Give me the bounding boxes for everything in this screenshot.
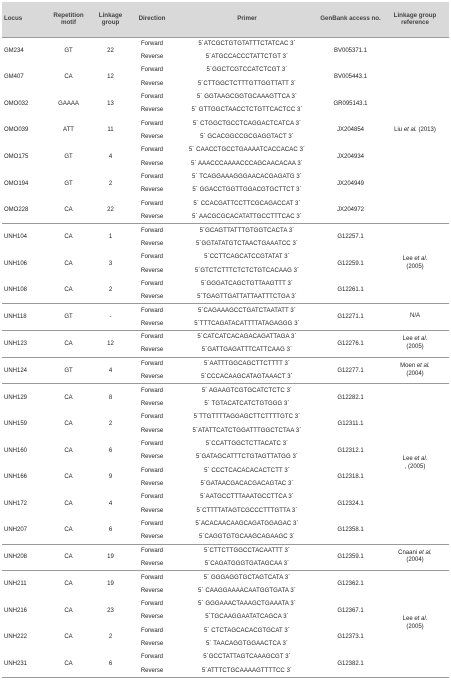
direction-cell: Forward	[140, 174, 163, 181]
direction-cell: Forward	[140, 334, 163, 341]
motif-cell: CA	[64, 634, 73, 641]
primer-reverse-cell: 5´CCCACAAGCATAGTAAACT 3´	[174, 371, 320, 384]
primer-reverse-cell: 5´GGTATATGTCTAACTGAAATCC 3´	[195, 240, 299, 247]
motif-cell: GT	[46, 357, 91, 384]
direction-cell: Reverse	[130, 210, 174, 223]
direction-cell: Forward	[140, 200, 163, 207]
direction-cell: Forward	[140, 547, 163, 554]
reference-text-part: Lee	[402, 256, 415, 263]
primer-forward-cell: 5´ TCAGGAAAGGGAACACGAGATG 3´	[192, 174, 302, 181]
linkage-group-cell: 1	[108, 234, 113, 241]
table-row	[2, 37, 449, 50]
primer-reverse-cell: 5´ AACGCGCACATATTGCCTTTCAC 3´	[174, 210, 320, 223]
genbank-cell: BV005371.1	[333, 47, 368, 54]
reference-text-part: et al.	[414, 616, 428, 623]
direction-cell: Forward	[140, 601, 163, 608]
locus-cell: UNH160	[4, 447, 28, 454]
direction-cell: Reverse	[140, 641, 164, 648]
linkage-group-cell: 2	[108, 420, 113, 427]
direction-cell: Reverse	[140, 107, 164, 114]
direction-cell: Forward	[140, 494, 163, 501]
direction-cell: Reverse	[140, 134, 164, 141]
column-header-linkage-group: Linkage group	[91, 2, 130, 37]
linkage-group-cell: 4	[108, 501, 113, 508]
locus-cell: UNH207	[2, 517, 46, 544]
primer-forward-cell: 5´GCAGTTATTTGTGGTCACTA 3´	[199, 227, 295, 234]
primer-forward-cell: 5´ GGTAAGCGGTGCAAAGTTCA 3´	[196, 94, 298, 101]
linkage-group-cell: 2	[108, 634, 113, 641]
genbank-cell: JX204854	[336, 127, 365, 134]
motif-cell: CA	[64, 447, 73, 454]
header-row	[2, 2, 449, 37]
primer-forward-cell: 5´GGCTCGTCCATCTCGT 3´	[206, 67, 288, 74]
linkage-group-cell: 22	[107, 47, 114, 54]
column-header-genbank: GenBank access no.	[320, 2, 381, 37]
primer-forward-cell: 5´ACACAACAAGCAGATGGAGAC 3´	[195, 521, 299, 528]
primer-reverse-cell: 5´CTTTTATAGTCGCCCTTTGTTA 3´	[196, 507, 298, 514]
direction-cell: Forward	[140, 414, 163, 421]
linkage-group-cell: 6	[91, 517, 130, 544]
table-row	[2, 304, 449, 317]
direction-cell: Forward	[140, 120, 163, 127]
motif-cell: CA	[46, 331, 91, 358]
reference-text-part: (2004)	[406, 370, 424, 377]
primer-forward-cell: 5´AATGCCTTTAAATGCCTTCA 3´	[200, 494, 294, 501]
motif-cell: CA	[46, 517, 91, 544]
linkage-group-cell: 6	[108, 447, 113, 454]
linkage-group-cell: 2	[108, 180, 113, 187]
genbank-cell: G12277.1	[320, 357, 381, 384]
direction-cell: Forward	[140, 467, 163, 474]
linkage-group-cell: 2	[91, 277, 130, 304]
direction-cell: Forward	[140, 94, 163, 101]
reference-text-part: N/A	[409, 313, 420, 320]
locus-cell: UNH106	[4, 260, 28, 267]
linkage-group-cell: 8	[108, 394, 113, 401]
primer-reverse-cell: 5´ATTTCTGCAAAAGTTTTCC 3´	[174, 664, 320, 677]
genbank-cell: G12359.1	[320, 544, 381, 571]
locus-cell: OMO032	[4, 100, 29, 107]
locus-cell: GM407	[4, 74, 24, 81]
reference-cell	[381, 357, 449, 384]
reference-cell	[381, 571, 449, 678]
primer-forward-cell: 5´ CAACCTGCCTGAAAATCACCACAC 3´	[188, 147, 306, 154]
primer-forward-cell: 5´CTTCTTGGCCTACAATTT 3´	[204, 547, 290, 554]
primer-reverse-cell: 5´GATTGAGATTTCATTCAAG 3´	[174, 344, 320, 357]
direction-cell: Reverse	[140, 80, 164, 87]
locus-cell: UNH172	[4, 501, 28, 508]
direction-cell: Reverse	[130, 317, 174, 330]
direction-cell: Reverse	[140, 481, 164, 488]
motif-cell: CA	[46, 277, 91, 304]
reference-text-part: Lee	[402, 616, 415, 623]
primer-reverse-cell: 5´TGCAAGGAATATCAGCA 3´	[205, 614, 289, 621]
genbank-cell: G12312.1	[337, 447, 364, 454]
linkage-group-cell: 12	[107, 74, 114, 81]
genbank-cell: G12282.1	[337, 394, 364, 401]
locus-cell: UNH124	[2, 357, 46, 384]
primer-forward-cell: 5´ CCACGATTCCTTCGCAGACCAT 3´	[193, 200, 301, 207]
primer-reverse-cell: 5´ TGTACATCATCTGTGGG 3´	[204, 400, 290, 407]
direction-cell: Reverse	[140, 614, 164, 621]
primer-reverse-cell: 5´GTCTCTTTCTCTCTGTCACAAG 3´	[194, 267, 300, 274]
table-row	[2, 357, 449, 370]
direction-cell: Reverse	[130, 531, 174, 544]
direction-cell: Forward	[140, 40, 163, 47]
reference-text-part: et al.	[418, 549, 432, 556]
locus-cell: OMO228	[2, 197, 46, 224]
primer-reverse-cell: 5´ATATTCATCTGGATTTGGCTCTAA 3´	[192, 427, 302, 434]
genbank-cell: JX204949	[336, 180, 365, 187]
genbank-cell: G12324.1	[337, 501, 364, 508]
primer-reverse-cell: 5´ CAAGGAAAACAATGGTGATA 3´	[198, 587, 296, 594]
direction-cell: Forward	[140, 440, 163, 447]
direction-cell: Reverse	[130, 557, 174, 570]
reference-text-part: (2004)	[406, 557, 424, 564]
motif-cell: CA	[46, 544, 91, 571]
linkage-group-cell: 4	[91, 357, 130, 384]
primer-forward-cell: 5´ CTGGCTGCCTCAGGACTCATCA 3´	[192, 120, 302, 127]
primer-forward-cell: 5´GGGATCAGCTGTTAAGTTT 3´	[200, 280, 294, 287]
locus-cell: UNH129	[4, 394, 28, 401]
reference-text-part: et al.	[403, 126, 417, 133]
locus-cell: UNH211	[4, 581, 27, 588]
linkage-group-cell: 11	[107, 127, 114, 134]
genbank-cell: JX204934	[336, 154, 365, 161]
primer-forward-cell: 5´ AGAAGTCGTGCATCTCTC 3´	[201, 387, 293, 394]
motif-cell: CA	[64, 234, 73, 241]
primer-reverse-cell: 5´TTTCAGATACATTTTATAGAGGG 3´	[174, 317, 320, 330]
direction-cell: Reverse	[130, 664, 174, 677]
reference-text-part: , (2005)	[404, 464, 426, 470]
primer-forward-cell: 5´ GGGAAACTAAAGCTGAAATA 3´	[198, 601, 296, 608]
direction-cell: Forward	[140, 254, 163, 261]
primer-reverse-cell: 5´ GCACGGCCGCGAGGTACT 3´	[200, 134, 294, 141]
motif-cell: GT	[64, 154, 73, 161]
linkage-group-cell: 4	[108, 154, 113, 161]
column-header-direction: Direction	[130, 2, 174, 37]
linkage-group-cell: 19	[107, 581, 114, 588]
table-row	[2, 224, 449, 237]
primer-reverse-cell: 5´GATAACGACACGACAGTAC 3´	[200, 481, 294, 488]
linkage-group-cell: -	[91, 304, 130, 331]
direction-cell: Reverse	[140, 587, 164, 594]
linkage-group-cell: 6	[91, 651, 130, 678]
genbank-cell: JX204972	[320, 197, 381, 224]
direction-cell: Reverse	[140, 240, 164, 247]
linkage-group-cell: 22	[91, 197, 130, 224]
genbank-cell: G12367.1	[337, 607, 364, 614]
table-row	[2, 571, 449, 584]
primer-forward-cell: 5´CATCATCACAGACAGATTAGA 3´	[197, 334, 297, 341]
locus-cell: UNH166	[4, 474, 28, 481]
reference-text-part: (2005)	[406, 343, 424, 350]
primer-forward-cell: 5´ GGGAGGTGCTAGTCATA 3´	[203, 574, 291, 581]
primer-reverse-cell: 5´GATAGCATTTCTGTAGTTATGG 3´	[195, 454, 299, 461]
direction-cell: Reverse	[140, 507, 164, 514]
direction-cell: Reverse	[140, 454, 164, 461]
direction-cell: Reverse	[140, 400, 164, 407]
reference-cell	[381, 37, 449, 224]
locus-cell: OMO039	[4, 127, 29, 134]
genbank-cell: G12382.1	[320, 651, 381, 678]
reference-text-part: et al.	[414, 456, 428, 463]
motif-cell: CA	[46, 651, 91, 678]
motif-cell: CA	[64, 607, 73, 614]
motif-cell: GT	[46, 304, 91, 331]
reference-text-part: et al.	[414, 336, 428, 343]
genbank-cell: BV005443.1	[333, 74, 368, 81]
primer-reverse-cell: 5´CAGATGGGTGATAGCAA 3´	[174, 557, 320, 570]
locus-cell: UNH231	[2, 651, 46, 678]
genbank-cell: G12261.1	[320, 277, 381, 304]
table-row	[2, 544, 449, 557]
locus-cell: UNH118	[2, 304, 46, 331]
primer-forward-cell: 5´GCCTATTAGTCAAAGCGT 3´	[203, 654, 291, 661]
reference-cell	[381, 331, 449, 358]
primer-table	[2, 2, 449, 678]
direction-cell: Forward	[140, 627, 163, 634]
genbank-cell: G12311.1	[337, 420, 364, 427]
primer-reverse-cell: 5´CAGGTGTGCAAGCAGAAGC 3´	[174, 531, 320, 544]
primer-forward-cell: 5´TTGTTTTAGGAGCTTCTTTTGTC 3´	[193, 414, 301, 421]
direction-cell: Forward	[140, 307, 163, 314]
table-row	[2, 331, 449, 344]
reference-text-part: Lee	[402, 336, 415, 343]
linkage-group-cell: 13	[107, 100, 114, 107]
locus-cell: UNH208	[2, 544, 46, 571]
reference-text-part: (2005)	[406, 263, 424, 270]
motif-cell: CA	[64, 260, 73, 267]
reference-text-part: (2013)	[416, 126, 436, 133]
primer-forward-cell: 5´CAGAAAGCCTGATCTAATATT 3´	[198, 307, 296, 314]
reference-text-part: Lee	[402, 456, 415, 463]
genbank-cell: G12257.1	[337, 234, 364, 241]
linkage-group-cell: 12	[91, 331, 130, 358]
reference-cell	[381, 384, 449, 544]
locus-cell: GM234	[4, 47, 24, 54]
table-body	[2, 37, 449, 678]
locus-cell: OMO194	[4, 180, 29, 187]
motif-cell: GAAAA	[58, 100, 79, 107]
primer-reverse-cell: 5´ GTTGGCTAACCTCTGTTCACTCC 3´	[191, 107, 303, 114]
motif-cell: GT	[64, 47, 73, 54]
primer-forward-cell: 5´AATTTGGCAGCTTCTTTT 3´	[203, 361, 291, 368]
direction-cell: Reverse	[140, 160, 164, 167]
primer-forward-cell: 5´ CTCTAGCACACGTGCAT 3´	[204, 627, 290, 634]
direction-cell: Forward	[140, 361, 163, 368]
locus-cell: UNH104	[4, 234, 28, 241]
column-header-motif: Repetition motif	[46, 2, 91, 37]
primer-reverse-cell: 5´ AAACCCAAAACCCAGCAACACAA 3´	[191, 160, 303, 167]
locus-cell: OMO175	[4, 154, 29, 161]
table-row	[2, 384, 449, 397]
reference-text-part: Moen	[400, 362, 417, 369]
direction-cell: Reverse	[140, 54, 164, 61]
primer-table-sheet	[2, 2, 449, 678]
genbank-cell: G12271.1	[320, 304, 381, 331]
motif-cell: CA	[64, 501, 73, 508]
motif-cell: CA	[64, 74, 73, 81]
column-header-primer: Primer	[174, 2, 320, 37]
direction-cell: Forward	[140, 227, 163, 234]
motif-cell: ATT	[63, 127, 74, 134]
motif-cell: CA	[64, 420, 73, 427]
direction-cell: Forward	[140, 147, 163, 154]
locus-cell: UNH216	[4, 607, 28, 614]
reference-text-part: et al.	[416, 362, 430, 369]
linkage-group-cell: 23	[107, 607, 114, 614]
motif-cell: CA	[64, 474, 73, 481]
genbank-cell: G12373.1	[337, 634, 364, 641]
reference-text-part: Cnaani	[398, 549, 419, 556]
linkage-group-cell: 3	[108, 260, 113, 267]
genbank-cell: GR095143.1	[333, 100, 368, 107]
primer-reverse-cell: 5´ TAACAGGTGGAACTCA 3´	[206, 641, 288, 648]
genbank-cell: G12358.1	[320, 517, 381, 544]
direction-cell: Reverse	[140, 187, 164, 194]
direction-cell: Forward	[140, 387, 163, 394]
primer-forward-cell: 5´ CCCTCACACACACTCTT 3´	[204, 467, 290, 474]
genbank-cell: G12362.1	[337, 581, 364, 588]
locus-cell: UNH123	[2, 331, 46, 358]
reference-cell	[381, 544, 449, 571]
primer-forward-cell: 5´CCTTCAGCATCCGTATAT 3´	[204, 254, 290, 261]
reference-text-part: et al.	[414, 256, 428, 263]
reference-text-part: (2005)	[406, 624, 424, 631]
direction-cell: Reverse	[140, 267, 164, 274]
primer-reverse-cell: 5´ATGCCACCCTATTCTGT 3´	[205, 54, 289, 61]
table-header	[2, 2, 449, 37]
locus-cell: UNH222	[4, 634, 28, 641]
locus-cell: UNH159	[4, 420, 28, 427]
primer-forward-cell: 5´CCATTGGCTCTTACATC 3´	[205, 440, 289, 447]
genbank-cell: G12259.1	[337, 260, 364, 267]
direction-cell: Forward	[140, 574, 163, 581]
genbank-cell: G12318.1	[337, 474, 364, 481]
primer-reverse-cell: 5´TGAGTTGATTATTAATTTCTGA 3´	[174, 291, 320, 304]
linkage-group-cell: 19	[91, 544, 130, 571]
direction-cell: Forward	[140, 654, 163, 661]
linkage-group-cell: 9	[108, 474, 113, 481]
direction-cell: Reverse	[130, 344, 174, 357]
primer-reverse-cell: 5´ GGACCTGGTTGGACGTGCTTCT 3´	[192, 187, 302, 194]
column-header-locus: Locus	[2, 2, 46, 37]
direction-cell: Reverse	[130, 291, 174, 304]
reference-cell	[381, 224, 449, 304]
column-header-reference: Linkage group reference	[381, 2, 449, 37]
primer-reverse-cell: 5´CTTGGCTCTTTGTTGGTTATT 3´	[197, 80, 297, 87]
genbank-cell: G12276.1	[320, 331, 381, 358]
motif-cell: CA	[64, 394, 73, 401]
direction-cell: Forward	[140, 521, 163, 528]
motif-cell: GT	[64, 180, 73, 187]
direction-cell: Reverse	[140, 427, 164, 434]
reference-text-part: Liu	[394, 126, 404, 133]
direction-cell: Forward	[140, 280, 163, 287]
primer-forward-cell: 5´ATCGCTGTGTATTTCTATCAC 3´	[198, 40, 296, 47]
motif-cell: CA	[64, 581, 73, 588]
locus-cell: UNH108	[2, 277, 46, 304]
reference-cell	[381, 304, 449, 331]
motif-cell: CA	[46, 197, 91, 224]
direction-cell: Forward	[140, 67, 163, 74]
direction-cell: Reverse	[130, 371, 174, 384]
